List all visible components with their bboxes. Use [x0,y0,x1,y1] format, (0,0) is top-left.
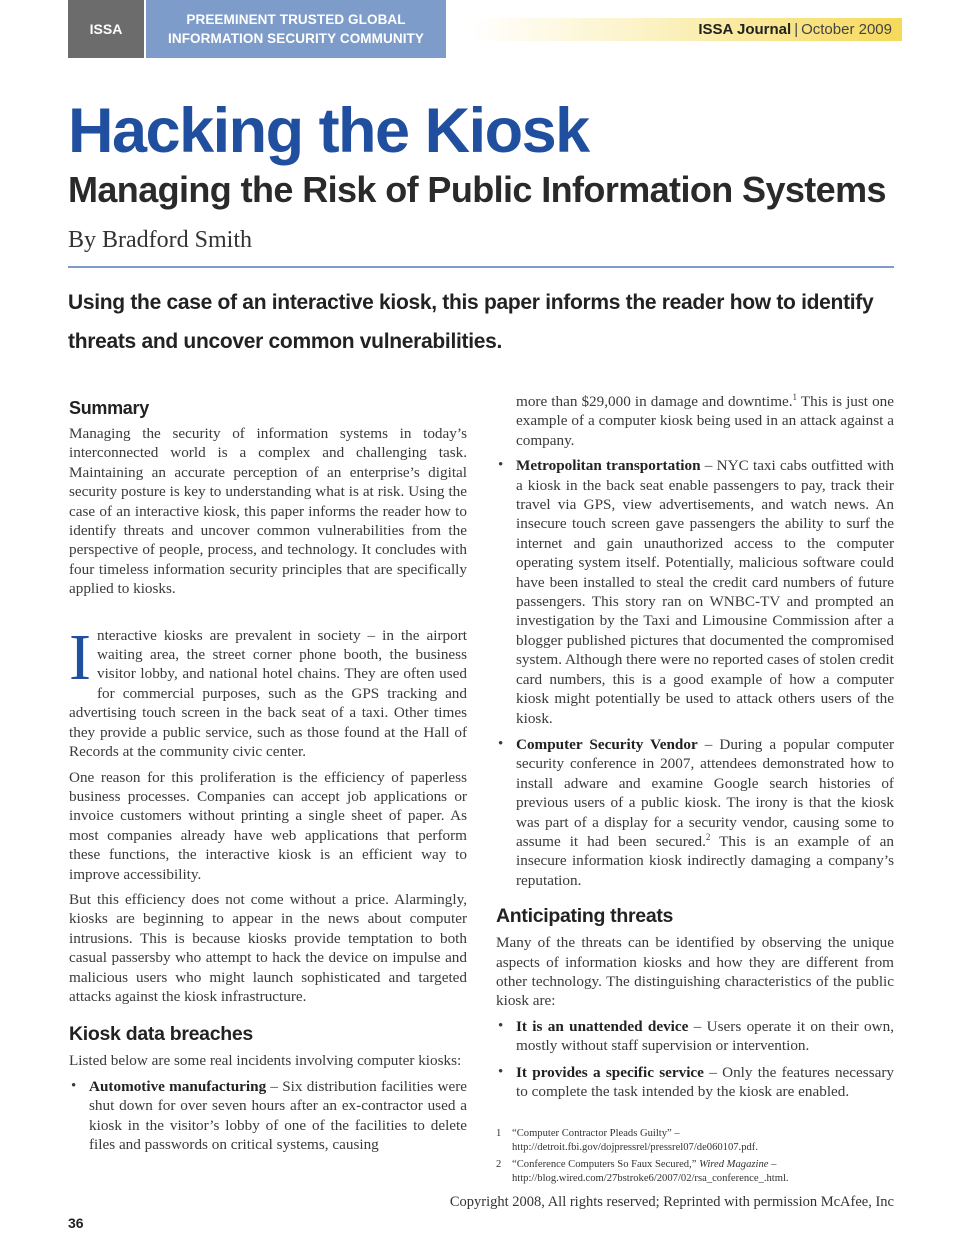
page-number: 36 [68,1215,84,1231]
breaches-heading: Kiosk data breaches [69,1023,253,1046]
right-column [496,392,894,1108]
title-divider [68,266,894,268]
bullet-title: Automotive manufacturing [89,1077,267,1095]
breaches-intro: Listed below are some real incidents involving computer kiosks: [69,1052,462,1070]
bullet-text: – During a popular computer security conference in 2007, attendees demonstrated how to install adware and examine Google search histories of previous users of a public kiosk. The irony is that the kiosk was part of a display for a security vendor, causing some to assume it had been secured. [516,735,895,850]
bullet-title: Computer Security Vendor [516,735,698,753]
threats-heading: Anticipating threats [496,905,674,928]
journal-separator: | [794,21,799,38]
bullet-text-2: This is an example of an insecure information kiosk indirectly damaging a company’s reputation. [516,832,894,889]
list-item [496,735,894,890]
breaches-list [69,1077,467,1155]
list-item [69,1077,467,1155]
list-item [496,456,894,728]
list-item [496,1017,894,1056]
bullet-text: – Users operate it on their own, mostly without staff supervision or intervention. [516,1017,895,1055]
continued-paragraph [496,392,894,450]
bullet-text: – NYC taxi cabs outfitted with a kiosk in the back seat enable passengers to pay, track their travel via GPS, view advertisements, and watch news. An insecure touch screen gave passengers the ability to surf the internet and gain unauthorized access to the computer operating system itself. Potentially, malicious software could have been installed to steal the credit card numbers of future passengers. This story ran on WNBC-TV and prompted an investigation by the Taxi and Limousine Commission after a blogger published pictures that documented the compromised system. Although there were no reported cases of stolen credit card numbers, this is a good example of how a computer kiosk might potentially be used to attack others users of the kiosk. [516,457,894,727]
continued-text-2: This is just one example of a computer kiosk being used in an attack against a company. [516,393,894,449]
footnote-2 [496,1158,896,1186]
breaches-list-continued [496,456,894,890]
list-item [496,1063,894,1102]
threats-text: Many of the threats can be identified by observing the unique aspects of information kiosks and how they are different from other technology. The distinguishing characteristics of the public kiosk are: [496,934,894,1010]
bullet-text: – Only the features necessary to complete the task intended by the kiosk are enabled. [516,1063,894,1100]
body-paragraph-1-text: nteractive kiosks are prevalent in society – in the airport waiting area, the street corner phone booth, the business visitor lobby, and national hotel chains. They are often used for commercial purposes, such as the GPS tracking and advertising touch screen in the back seat of a taxi. Other times they provide a public service, such as those found at the Hall of Records at the community civic center. [69,626,467,761]
footnote-1 [496,1127,896,1155]
footnote-text: “Conference Computers So Faux Secured,” [512,1159,700,1170]
continued-text: more than $29,000 in damage and downtime. [516,393,793,410]
bullet-icon: • [498,1063,504,1080]
article-title: Hacking the Kiosk [68,96,589,166]
copyright-notice: Copyright 2008, All rights reserved; Reprinted with permission McAfee, Inc [449,1194,894,1210]
bullet-icon: • [498,1017,504,1034]
body-paragraph-3: But this efficiency does not come without a price. Alarmingly, kiosks are beginning to appear in the news about computer intrusions. This is because kiosks provide temptation to both casual passersby who attempt to hack the device on impulse and malicious users who might launch sophisticated and targeted attacks against the kiosk infrastructure. [69,890,467,1005]
article-subtitle: Managing the Risk of Public Information Systems [68,169,886,210]
summary-text: Managing the security of information systems in today’s interconnected world is a complex and challenging task. Maintaining an accurate perception of an enterprise’s digital security posture is key to understanding what is at risk. Using the case of an interactive kiosk, this paper informs the reader how to identify threats and uncover common vulnerabilities from the perspective of people, process, and technology. It concludes with four timeless information security principles that are specifically applied to kiosks. [69,425,467,598]
article-intro: Using the case of an interactive kiosk, this paper informs the reader how to identify threats and uncover common vulnerabilities. [68,291,874,353]
summary-heading: Summary [69,398,149,418]
bullet-title: It is an unattended device [516,1017,689,1035]
bullet-icon: • [71,1077,77,1094]
banner-line-1: PREEMINENT TRUSTED GLOBAL [186,12,406,27]
footnote-text-2: – http://blog.wired.com/27bstroke6/2007/02/rsa_conference_.html. [512,1159,789,1184]
characteristics-list [496,1017,894,1102]
body-paragraph-2: One reason for this proliferation is the efficiency of paperless business processes. Companies can accept job applications or invoice customers without printing a single sheet of paper. As most companies already have web applications that perform these functions, the interactive kiosk is an efficient way to improve accessibility. [69,768,467,883]
bullet-title: Metropolitan transportation [516,457,701,475]
banner-line-2: INFORMATION SECURITY COMMUNITY [168,31,424,46]
issa-banner [146,0,446,58]
footnote-text: “Computer Contractor Pleads Guilty” – http://detroit.fbi.gov/dojpressrel/pressrel07/de060107.pdf. [512,1128,758,1153]
footnote-italic: Wired Magazine [699,1159,769,1170]
journal-name: ISSA Journal [698,21,792,38]
issa-tab: ISSA [68,0,144,58]
bullet-text: – Six distribution facilities were shut down for over seven hours after an ex-contractor used a kiosk in the visitor’s lobby of one of the facilities to delete files and passwords on critical systems, causing [89,1077,467,1153]
footnotes [496,1127,896,1189]
body-paragraph-1 [69,620,467,762]
drop-cap: I [69,620,91,694]
footnote-ref-2: 2 [705,831,711,842]
footnote-number: 1 [496,1128,502,1139]
left-column [69,396,467,1161]
journal-date: October 2009 [801,21,892,38]
footnote-ref-1: 1 [792,391,798,402]
bullet-icon: • [498,457,504,474]
bullet-icon: • [498,735,504,752]
footnote-number: 2 [496,1159,502,1170]
bullet-title: It provides a specific service [516,1063,704,1081]
journal-bar [470,18,902,41]
article-byline: By Bradford Smith [68,227,252,253]
